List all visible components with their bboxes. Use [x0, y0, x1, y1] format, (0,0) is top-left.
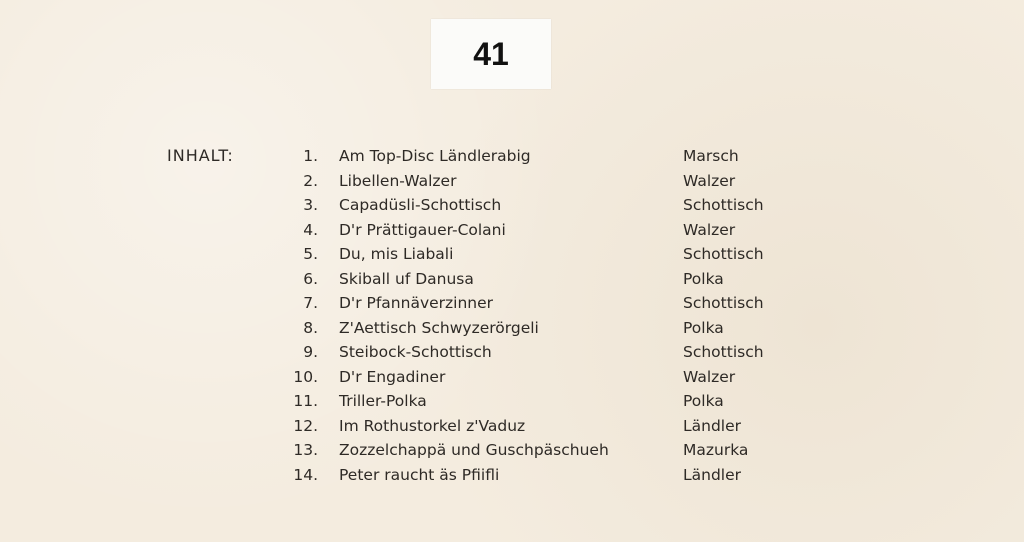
track-row [272, 144, 832, 169]
track-row [272, 463, 832, 488]
track-title: D'r Prättigauer-Colani [339, 220, 506, 239]
track-genre: Schottisch [683, 343, 764, 361]
page-number-label: 41 [431, 19, 551, 89]
track-row [272, 365, 832, 390]
track-row [272, 316, 832, 341]
track-title: Zozzelchappä und Guschpäschueh [339, 441, 609, 459]
track-row [272, 169, 832, 194]
track-genre: Walzer [683, 367, 736, 386]
track-title: Du, mis Liabali [339, 245, 454, 263]
track-title: Steibock-Schottisch [339, 343, 492, 361]
track-genre: Polka [683, 318, 724, 337]
track-title: Capadüsli-Schottisch [339, 196, 502, 214]
track-row [272, 414, 832, 439]
track-number: 9. [303, 343, 318, 361]
track-genre: Schottisch [683, 196, 764, 214]
track-number: 7. [303, 294, 318, 312]
track-number: 13. [293, 441, 318, 459]
track-title: Triller-Polka [339, 392, 427, 410]
track-number: 6. [303, 269, 318, 288]
track-genre: Schottisch [683, 294, 764, 312]
track-number: 3. [303, 196, 318, 214]
track-genre: Walzer [683, 171, 736, 190]
track-title: D'r Engadiner [339, 367, 446, 386]
track-title: Peter raucht äs Pfiifli [339, 465, 500, 484]
track-title: Am Top-Disc Ländlerabig [339, 147, 531, 165]
track-row [272, 242, 832, 267]
track-number: 2. [303, 171, 318, 190]
contents-heading: INHALT: [167, 146, 234, 165]
track-row [272, 291, 832, 316]
track-title: Z'Aettisch Schwyzerörgeli [339, 318, 539, 337]
track-genre: Polka [683, 269, 724, 288]
track-number: 8. [303, 318, 318, 337]
track-row [272, 389, 832, 414]
track-title: Skiball uf Danusa [339, 269, 474, 288]
track-number: 1. [303, 147, 318, 165]
track-title: Libellen-Walzer [339, 171, 457, 190]
track-genre: Schottisch [683, 245, 764, 263]
track-number: 14. [293, 465, 318, 484]
track-number: 10. [293, 367, 318, 386]
track-number: 11. [293, 392, 318, 410]
track-row [272, 438, 832, 463]
track-genre: Walzer [683, 220, 736, 239]
track-row [272, 193, 832, 218]
track-row [272, 267, 832, 292]
track-genre: Ländler [683, 465, 742, 484]
track-title: D'r Pfannäverzinner [339, 294, 494, 312]
track-row [272, 218, 832, 243]
track-genre: Polka [683, 392, 724, 410]
track-title: Im Rothustorkel z'Vaduz [339, 416, 526, 435]
track-genre: Ländler [683, 416, 742, 435]
track-number: 5. [303, 245, 318, 263]
track-row [272, 340, 832, 365]
track-list [272, 144, 832, 487]
track-genre: Mazurka [683, 441, 749, 459]
track-number: 12. [293, 416, 318, 435]
track-genre: Marsch [683, 147, 739, 165]
track-number: 4. [303, 220, 318, 239]
